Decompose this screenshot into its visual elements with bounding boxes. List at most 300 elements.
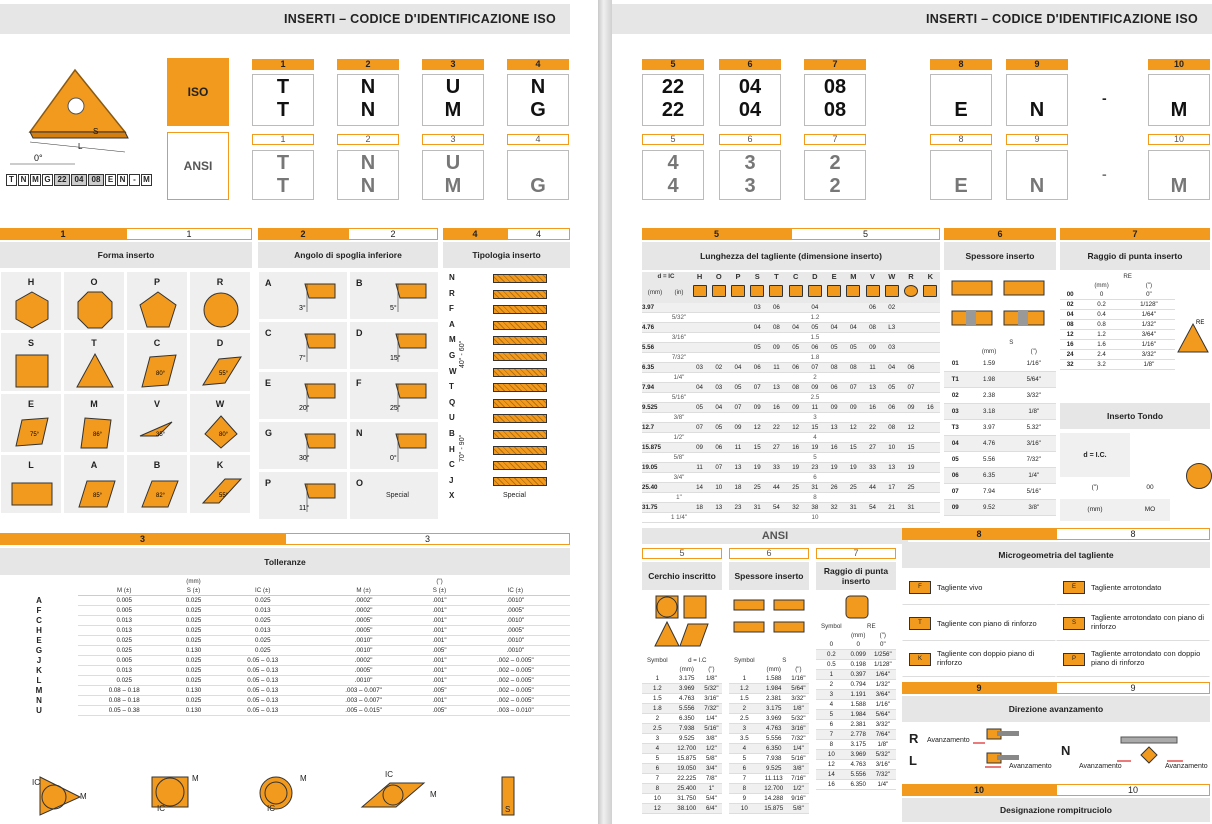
ansi-cell: 2.5 <box>729 714 760 724</box>
len-mm-row <box>642 303 940 313</box>
len-cell: 09 <box>824 403 843 413</box>
thickness-illustration <box>948 275 1052 335</box>
ansi-cell: 3/4" <box>701 764 722 774</box>
iso-pos: 1 <box>252 59 314 70</box>
ansi5-illustration <box>652 594 712 650</box>
shape-mini-icon <box>789 285 803 297</box>
thk-cell: 4.76 <box>967 436 1012 452</box>
len-cell: 05 <box>882 383 901 393</box>
tol-cell: .005" <box>418 706 461 716</box>
thk-cell: 05 <box>944 452 967 468</box>
iso-code-box <box>252 74 314 126</box>
type-code: M <box>449 335 456 345</box>
type-u-icon <box>493 414 547 423</box>
sec9-num2: 9 <box>1056 682 1210 694</box>
svg-text:80°: 80° <box>219 432 229 438</box>
ansi-cell: 3.5 <box>729 734 760 744</box>
len-cell: 19 <box>844 463 863 473</box>
len-cell: 21 <box>882 503 901 513</box>
ansi-pos: 4 <box>507 134 569 145</box>
tol-fig-label: M <box>192 774 199 783</box>
tol-unit-in: (") <box>436 578 443 585</box>
micro-item-t <box>902 606 1056 641</box>
tol-cell: E <box>36 636 42 645</box>
len-shape-icon <box>728 281 747 303</box>
len-cell <box>690 303 709 313</box>
ansi-title: ANSI <box>642 528 908 544</box>
ansi-row <box>816 670 896 680</box>
thk-row <box>944 388 1056 404</box>
tol-cell: .001" <box>418 666 461 676</box>
len-cell: 9.525 <box>642 403 668 413</box>
thk-row <box>944 484 1056 500</box>
thk-row <box>944 436 1056 452</box>
len-unit-in: (in) <box>674 288 684 296</box>
ansi-cell: 0 <box>816 640 847 650</box>
feed-n-icon <box>1117 731 1187 765</box>
ansi-row <box>816 760 896 770</box>
shape-code: W <box>215 399 225 409</box>
rad-cell: 0" <box>1123 290 1175 300</box>
iso-code-box <box>804 74 866 126</box>
iso-label: ISO <box>187 85 209 99</box>
len-cell: 38 <box>805 503 824 513</box>
thk-row <box>944 420 1056 436</box>
len-cell: 07 <box>901 383 920 393</box>
len-cell: 04 <box>824 323 843 333</box>
tol-col-head: IC (±) <box>461 586 570 596</box>
type-code: A <box>449 319 455 329</box>
micro-label: Tagliente vivo <box>937 583 983 592</box>
ansi-cell: 6.350 <box>673 714 701 724</box>
thk-cell: 6.35 <box>967 468 1012 484</box>
feed-label-l: Avanzamento <box>1009 763 1052 770</box>
len-cell: 09 <box>748 403 767 413</box>
len-cell: 11 <box>728 443 747 453</box>
len-cell: 13 <box>767 383 786 393</box>
tol-row <box>0 616 570 626</box>
ansi-num7: 7 <box>816 548 896 559</box>
sec7-title: Raggio di punta inserto <box>1060 242 1210 270</box>
tol-cell: N <box>36 696 42 705</box>
shape-b-icon <box>138 473 180 513</box>
len-cell: 19.05 <box>642 463 668 473</box>
ansi-cell: 9.525 <box>760 764 788 774</box>
tol-cell: F <box>36 606 42 615</box>
len-cell: 33 <box>863 463 882 473</box>
len-cell: 4.76 <box>642 323 668 333</box>
iso-code-top: N <box>360 76 376 98</box>
len-ansi-val: 6 <box>690 473 940 483</box>
tol-cell: .005" <box>418 686 461 696</box>
tol-col-head: M (±) <box>78 586 170 596</box>
rad-row <box>1060 300 1175 310</box>
tol-cell: A <box>36 596 42 605</box>
tol-cell: .001" <box>418 636 461 646</box>
tol-cell: .001" <box>418 606 461 616</box>
radius-icon <box>1176 320 1210 356</box>
sec2-title: Angolo di spoglia inferiore <box>258 242 438 268</box>
rad-cell: 3/32" <box>1123 350 1175 360</box>
code-strip-char: 08 <box>88 174 104 186</box>
len-cell: 07 <box>690 423 709 433</box>
ansi5-table <box>642 656 722 814</box>
tol-cell: .0005" <box>461 626 570 636</box>
sec4-num2: 4 <box>507 228 570 240</box>
type-h-icon <box>493 446 547 455</box>
angle-code: D <box>356 328 363 338</box>
ansi-cell: 4.763 <box>847 760 870 770</box>
shape-mini-icon <box>923 285 937 297</box>
angle-cell-a <box>258 271 348 320</box>
micro-code-f-icon: F <box>909 581 931 594</box>
sec2-num2: 2 <box>348 228 438 240</box>
tol-cell: .0010" <box>309 676 418 686</box>
sec5-header <box>642 228 940 240</box>
ansi-cell: 7 <box>642 774 673 784</box>
rad-cell: 16 <box>1060 340 1080 350</box>
len-mm-row <box>642 383 940 393</box>
len-cell: 27 <box>767 443 786 453</box>
ansi-unit-mm: (mm) <box>766 666 781 673</box>
ansi-cell: 3.969 <box>847 750 870 760</box>
type-t-icon <box>493 383 547 392</box>
ansi-cell: 2.381 <box>847 720 870 730</box>
len-cell: 31 <box>844 503 863 513</box>
tol-cell: .0005" <box>309 666 418 676</box>
type-row-x <box>443 489 570 504</box>
ansi-code-bot: 3 <box>744 175 756 197</box>
tol-cell: M <box>35 686 43 695</box>
len-cell: 02 <box>882 303 901 313</box>
len-cell: 25.40 <box>642 483 668 493</box>
thk-cell: 1.98 <box>967 372 1012 388</box>
len-cell: 23 <box>728 503 747 513</box>
rad-cell: 24 <box>1060 350 1080 360</box>
thk-cell: 3.97 <box>967 420 1012 436</box>
len-cell: 25 <box>786 483 805 493</box>
ansi-code-box <box>719 150 781 200</box>
tol-cell: 0.05 – 0.13 <box>217 686 309 696</box>
ansi-cell: 1/2" <box>788 784 809 794</box>
len-cell: 12 <box>844 423 863 433</box>
special-label: Special <box>503 492 526 500</box>
tol-cell: 0.013 <box>217 626 309 636</box>
ansi-code-box <box>804 150 866 200</box>
rad-col-re: RE <box>1123 273 1132 280</box>
shape-k-icon <box>201 473 243 513</box>
angle-code: C <box>265 328 272 338</box>
type-m-icon <box>493 336 547 345</box>
ansi-cell: 1 <box>642 674 673 684</box>
ansi-cell: 7/64" <box>870 730 896 740</box>
tolerance-table <box>0 577 570 716</box>
len-cell <box>786 303 805 313</box>
ansi-code-box <box>507 150 569 200</box>
type-j-icon <box>493 477 547 486</box>
code-strip-char: 04 <box>71 174 87 186</box>
len-cell: 13 <box>728 463 747 473</box>
code-strip-char: G <box>42 174 53 186</box>
len-cell: 05 <box>728 383 747 393</box>
tol-cell: .001" <box>418 696 461 706</box>
svg-text:20°: 20° <box>299 405 310 412</box>
thk-cell: 01 <box>944 356 967 372</box>
shape-mini-icon <box>885 285 899 297</box>
sec4-num: 4 <box>443 228 507 240</box>
len-shape-icon <box>709 281 728 303</box>
shape-cell-e <box>0 393 62 453</box>
shape-code: B <box>153 460 161 470</box>
svg-text:0°: 0° <box>390 455 397 462</box>
ansi-cell: 15.875 <box>673 754 701 764</box>
len-ansi-val: 5 <box>690 453 940 463</box>
svg-text:80°: 80° <box>156 371 166 377</box>
len-cell <box>709 303 728 313</box>
code-strip-char: M <box>141 174 152 186</box>
ansi-code-top: U <box>445 152 461 174</box>
ansi-row <box>729 674 809 684</box>
tol-row <box>0 646 570 656</box>
ansi-row <box>729 804 809 814</box>
ansi-cell: 7 <box>729 774 760 784</box>
shape-code: M <box>90 399 98 409</box>
ansi-cell: 4 <box>642 744 673 754</box>
ansi-row <box>729 784 809 794</box>
shape-code: V <box>153 399 160 409</box>
ansi-cell: 8 <box>729 784 760 794</box>
tol-cell: 0.025 <box>78 646 170 656</box>
len-in-row <box>642 373 940 383</box>
sec1-num: 1 <box>0 228 126 240</box>
ansi-cell: 10 <box>729 804 760 814</box>
ansi-cell: 5 <box>729 754 760 764</box>
ansi-cell: 2.778 <box>847 730 870 740</box>
ansi-row <box>729 774 809 784</box>
sec2-num: 2 <box>258 228 348 240</box>
ansi-cell: 1 <box>729 674 760 684</box>
ansi-t5: Cerchio inscritto <box>642 562 722 590</box>
ansi-row <box>729 684 809 694</box>
shape-l-icon <box>12 473 54 513</box>
thk-cell: 9.52 <box>967 500 1012 516</box>
ansi-cell: 7.938 <box>760 754 788 764</box>
rad-cell: 04 <box>1060 310 1080 320</box>
len-in-val: 1" <box>668 493 690 503</box>
tol-fig-label: S <box>505 805 511 814</box>
svg-text:55°: 55° <box>219 371 229 377</box>
ansi-row <box>816 780 896 790</box>
len-cell: 19 <box>901 463 920 473</box>
len-cell: 03 <box>690 363 709 373</box>
thk-cell: 06 <box>944 468 967 484</box>
len-shape-icon <box>863 281 882 303</box>
micro-label: Tagliente con piano di rinforzo <box>937 619 1037 628</box>
shape-cell-w <box>189 393 251 453</box>
ansi-row <box>816 660 896 670</box>
rad-row <box>1060 350 1175 360</box>
angle-code: O <box>356 478 364 488</box>
tol-cell: 0.130 <box>170 686 216 696</box>
type-code: F <box>449 304 454 314</box>
ansi-row <box>729 764 809 774</box>
len-in-val: 1/4" <box>668 373 690 383</box>
tol-cell: .002 – 0.005" <box>461 676 570 686</box>
shape-h-icon <box>12 290 54 330</box>
ansi-cell: 1/8" <box>870 740 896 750</box>
ansi-row <box>642 684 722 694</box>
tol-cell: .0002" <box>309 656 418 666</box>
ansi-cell: 0.397 <box>847 670 870 680</box>
ansi-cell: 3/64" <box>870 690 896 700</box>
tol-cell: .0002" <box>309 606 418 616</box>
sec6-title: Spessore inserto <box>944 242 1056 270</box>
ansi-code-box <box>1006 150 1068 200</box>
len-cell: 08 <box>786 383 805 393</box>
ansi-row <box>816 700 896 710</box>
tol-cell: .0010" <box>461 616 570 626</box>
sec8-num2: 8 <box>1056 528 1210 540</box>
iso-code-bot: E <box>954 99 968 121</box>
shape-t-icon <box>75 351 117 391</box>
len-cell <box>921 343 940 353</box>
ansi-cell: 1.8 <box>642 704 673 714</box>
ansi-cell: 2 <box>729 704 760 714</box>
ansi-row <box>816 770 896 780</box>
ansi-cell: 5/8" <box>701 754 722 764</box>
ansi-col-head: RE <box>867 623 876 630</box>
ansi-cell: 7/32" <box>701 704 722 714</box>
shape-cell-a <box>63 454 125 514</box>
len-cell: 12 <box>901 423 920 433</box>
ansi-col-head: d = I.C <box>688 657 707 664</box>
iso-pos: 5 <box>642 59 704 70</box>
tol-cell: .003 – 0.007" <box>309 686 418 696</box>
ansi-unit-in: (") <box>708 666 715 673</box>
len-cell: 05 <box>690 403 709 413</box>
len-cell: 25 <box>901 483 920 493</box>
tol-cell: 0.08 – 0.18 <box>78 696 170 706</box>
rad-row <box>1060 290 1175 300</box>
len-mm-row <box>642 423 940 433</box>
ansi-pos: 1 <box>252 134 314 145</box>
sec8-num: 8 <box>902 528 1056 540</box>
tondo-table <box>1060 433 1210 521</box>
len-mm-row <box>642 403 940 413</box>
tol-fig-icon <box>360 775 430 819</box>
shape-cell-o <box>63 271 125 331</box>
tol-row <box>0 676 570 686</box>
rad-unit-mm: (mm) <box>1094 282 1109 289</box>
thk-cell: 3/8" <box>1012 500 1056 516</box>
len-cell: 06 <box>824 383 843 393</box>
ansi-pos: 10 <box>1148 134 1210 145</box>
tondo-mm-val: MO <box>1130 499 1170 521</box>
ansi-cell: 3 <box>816 690 847 700</box>
len-cell <box>921 423 940 433</box>
len-cell: 31 <box>901 503 920 513</box>
ansi-cell: 1" <box>701 784 722 794</box>
ansi-cell: 3/16" <box>701 694 722 704</box>
type-a-icon <box>493 321 547 330</box>
len-cell: 08 <box>863 323 882 333</box>
tol-cell: .005 – 0.015" <box>309 706 418 716</box>
len-cell: 07 <box>709 463 728 473</box>
sec1-title: Forma inserto <box>0 242 252 268</box>
ansi-cell: 6.350 <box>847 780 870 790</box>
tol-cell: 0.005 <box>78 596 170 606</box>
ansi-pos: 2 <box>337 134 399 145</box>
iso-pos: 7 <box>804 59 866 70</box>
code-strip-char: N <box>117 174 128 186</box>
sec6-num: 6 <box>944 228 1056 240</box>
ansi-cell: 3.175 <box>847 740 870 750</box>
micro-label: Tagliente arrotondato con piano di rinforzo <box>1091 613 1204 631</box>
len-cell: 15 <box>748 443 767 453</box>
ansi-pos: 9 <box>1006 134 1068 145</box>
len-cell: 33 <box>767 463 786 473</box>
thk-cell: 1/4" <box>1012 468 1056 484</box>
svg-text:75°: 75° <box>30 432 40 438</box>
len-ansi-val: 2 <box>690 373 940 383</box>
tol-cell: .003 – 0.010" <box>461 706 570 716</box>
thickness-table <box>944 338 1056 516</box>
len-cell <box>921 463 940 473</box>
len-in-row <box>642 473 940 483</box>
ansi-cell: 0.099 <box>847 650 870 660</box>
ansi-cell: 2.381 <box>760 694 788 704</box>
ansi-row <box>642 754 722 764</box>
ansi-row <box>642 734 722 744</box>
ansi-cell: 3/32" <box>870 720 896 730</box>
feed-l: L <box>909 753 917 768</box>
type-code: R <box>449 288 455 298</box>
thk-cell: 1/8" <box>1012 404 1056 420</box>
len-cell: 03 <box>882 343 901 353</box>
len-in-row <box>642 413 940 423</box>
len-cell <box>690 323 709 333</box>
len-ansi-val: 1.8 <box>690 353 940 363</box>
len-cell: 04 <box>844 323 863 333</box>
ansi-cell: 10 <box>642 794 673 804</box>
tol-cell: 0.025 <box>170 696 216 706</box>
ansi-row <box>729 714 809 724</box>
ansi-row <box>642 804 722 814</box>
ansi-cell: 1/64" <box>870 670 896 680</box>
tol-fig-label: IC <box>157 804 165 813</box>
len-cell <box>690 343 709 353</box>
thk-cell: 5.32" <box>1012 420 1056 436</box>
len-shape-code: W <box>888 272 896 281</box>
shape-cell-b <box>126 454 188 514</box>
angle-code: P <box>265 478 272 488</box>
ansi-cell: 6 <box>642 764 673 774</box>
angle-code: E <box>265 378 272 388</box>
len-mm-row <box>642 483 940 493</box>
clearance-f-icon <box>390 380 430 416</box>
len-cell: 16 <box>863 403 882 413</box>
len-shape-icon <box>805 281 824 303</box>
ansi-cell: 1/4" <box>788 744 809 754</box>
sec4-header <box>443 228 570 240</box>
ansi-cell: 5 <box>816 710 847 720</box>
len-ansi-val: 1.2 <box>690 313 940 323</box>
clearance-e-icon <box>299 380 339 416</box>
len-shape-code: H <box>696 272 703 281</box>
ansi-cell: 5/8" <box>788 804 809 814</box>
ansi-cell: 4 <box>729 744 760 754</box>
angle-code: B <box>356 278 363 288</box>
